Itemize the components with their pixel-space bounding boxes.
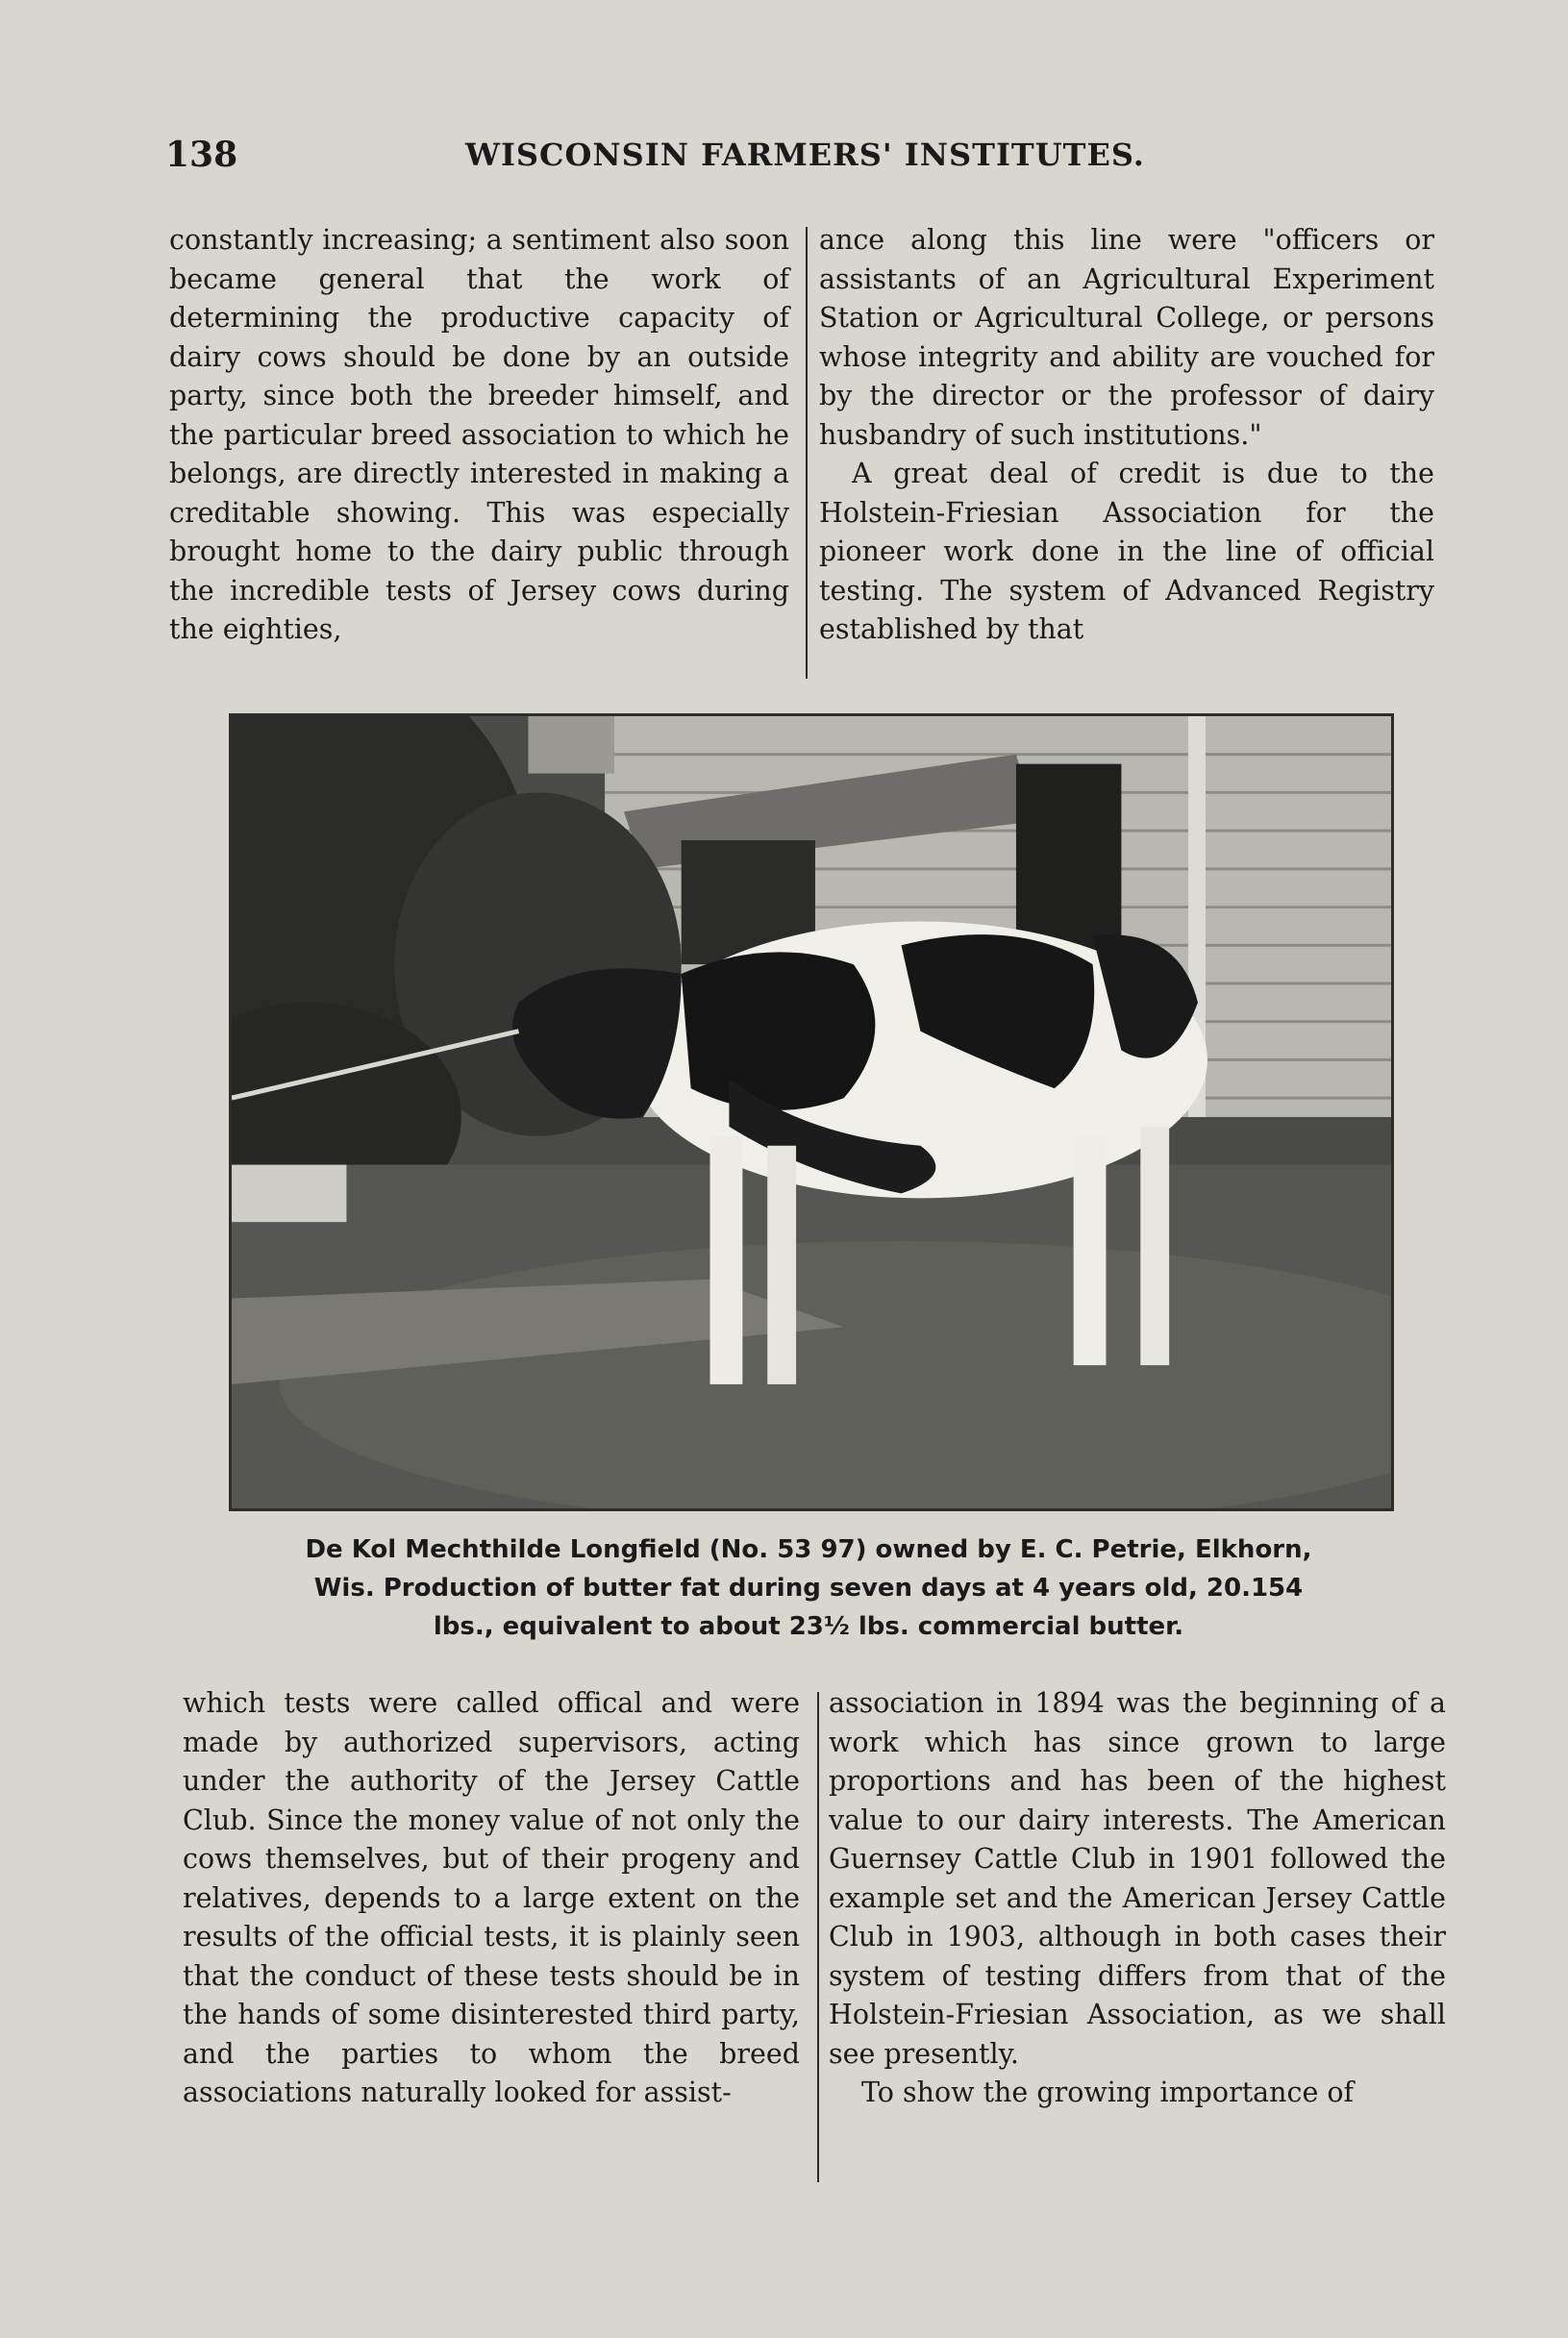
paragraph: association in 1894 was the beginning of a work which has since grown to large proportions and has been of the highest value to our dairy interests. The American Guernsey Cattle Club in 1901 followed the example set and the American Jersey Cattle Club in 1903, although in both cases their system of testing differs from that of the Holstein-Friesian Association, as we shall see presently.: [829, 1687, 1446, 2070]
running-title: WISCONSIN FARMERS' INSTITUTES.: [465, 137, 1145, 173]
paragraph: ance along this line were "officers or assistants of an Agricultural Experiment Station or Agricultural College, or persons whose integrity and ability are vouched for by the director or the professor of dairy husbandry of such institutions.": [819, 224, 1434, 451]
caption-line: Wis. Production of butter fat during seven days at 4 years old, 20.154: [313, 1574, 1304, 1603]
paragraph: To show the growing importance of: [861, 2077, 1355, 2108]
column-rule-top: [806, 227, 808, 679]
caption-line: De Kol Mechthilde Longfield (No. 53 97) owned by E. C. Petrie, Elkhorn,: [305, 1535, 1312, 1564]
paragraph: which tests were called offical and were made by authorized supervisors, acting under the authority of the Jersey Cattle Club. Since the money value of not only the cows themselves, but of their progeny and relatives, depends to a large extent on the results of the official tests, it is plainly seen that the conduct of these tests should be in the hands of some disinterested third party, and the parties to whom the breed associations naturally looked for assist-: [183, 1687, 800, 2108]
bottom-left-column: [183, 1684, 800, 2113]
column-rule-bottom: [817, 1692, 819, 2182]
cow-photograph: [229, 713, 1394, 1511]
page-header: [165, 135, 1444, 183]
top-left-column: [169, 221, 789, 650]
top-right-column: [819, 221, 1434, 650]
paragraph: constantly increasing; a sentiment also soon became general that the work of determining the productive capacity of dairy cows should be done by an outside party, since both the breeder himself, and the particular breed association to which he belongs, are directly interested in making a creditable showing. This was especially brought home to the dairy public through the incredible tests of Jersey cows during the eighties,: [169, 224, 789, 645]
photo-illustration: [232, 716, 1391, 1508]
figure-caption: [169, 1530, 1448, 1646]
bottom-right-column: [829, 1684, 1446, 2113]
paragraph: A great deal of credit is due to the Holstein-Friesian Association for the pioneer work done in the line of official testing. The system of Advanced Registry established by that: [819, 458, 1434, 645]
caption-line: lbs., equivalent to about 23½ lbs. commercial butter.: [433, 1612, 1184, 1641]
page-number: 138: [165, 135, 238, 175]
